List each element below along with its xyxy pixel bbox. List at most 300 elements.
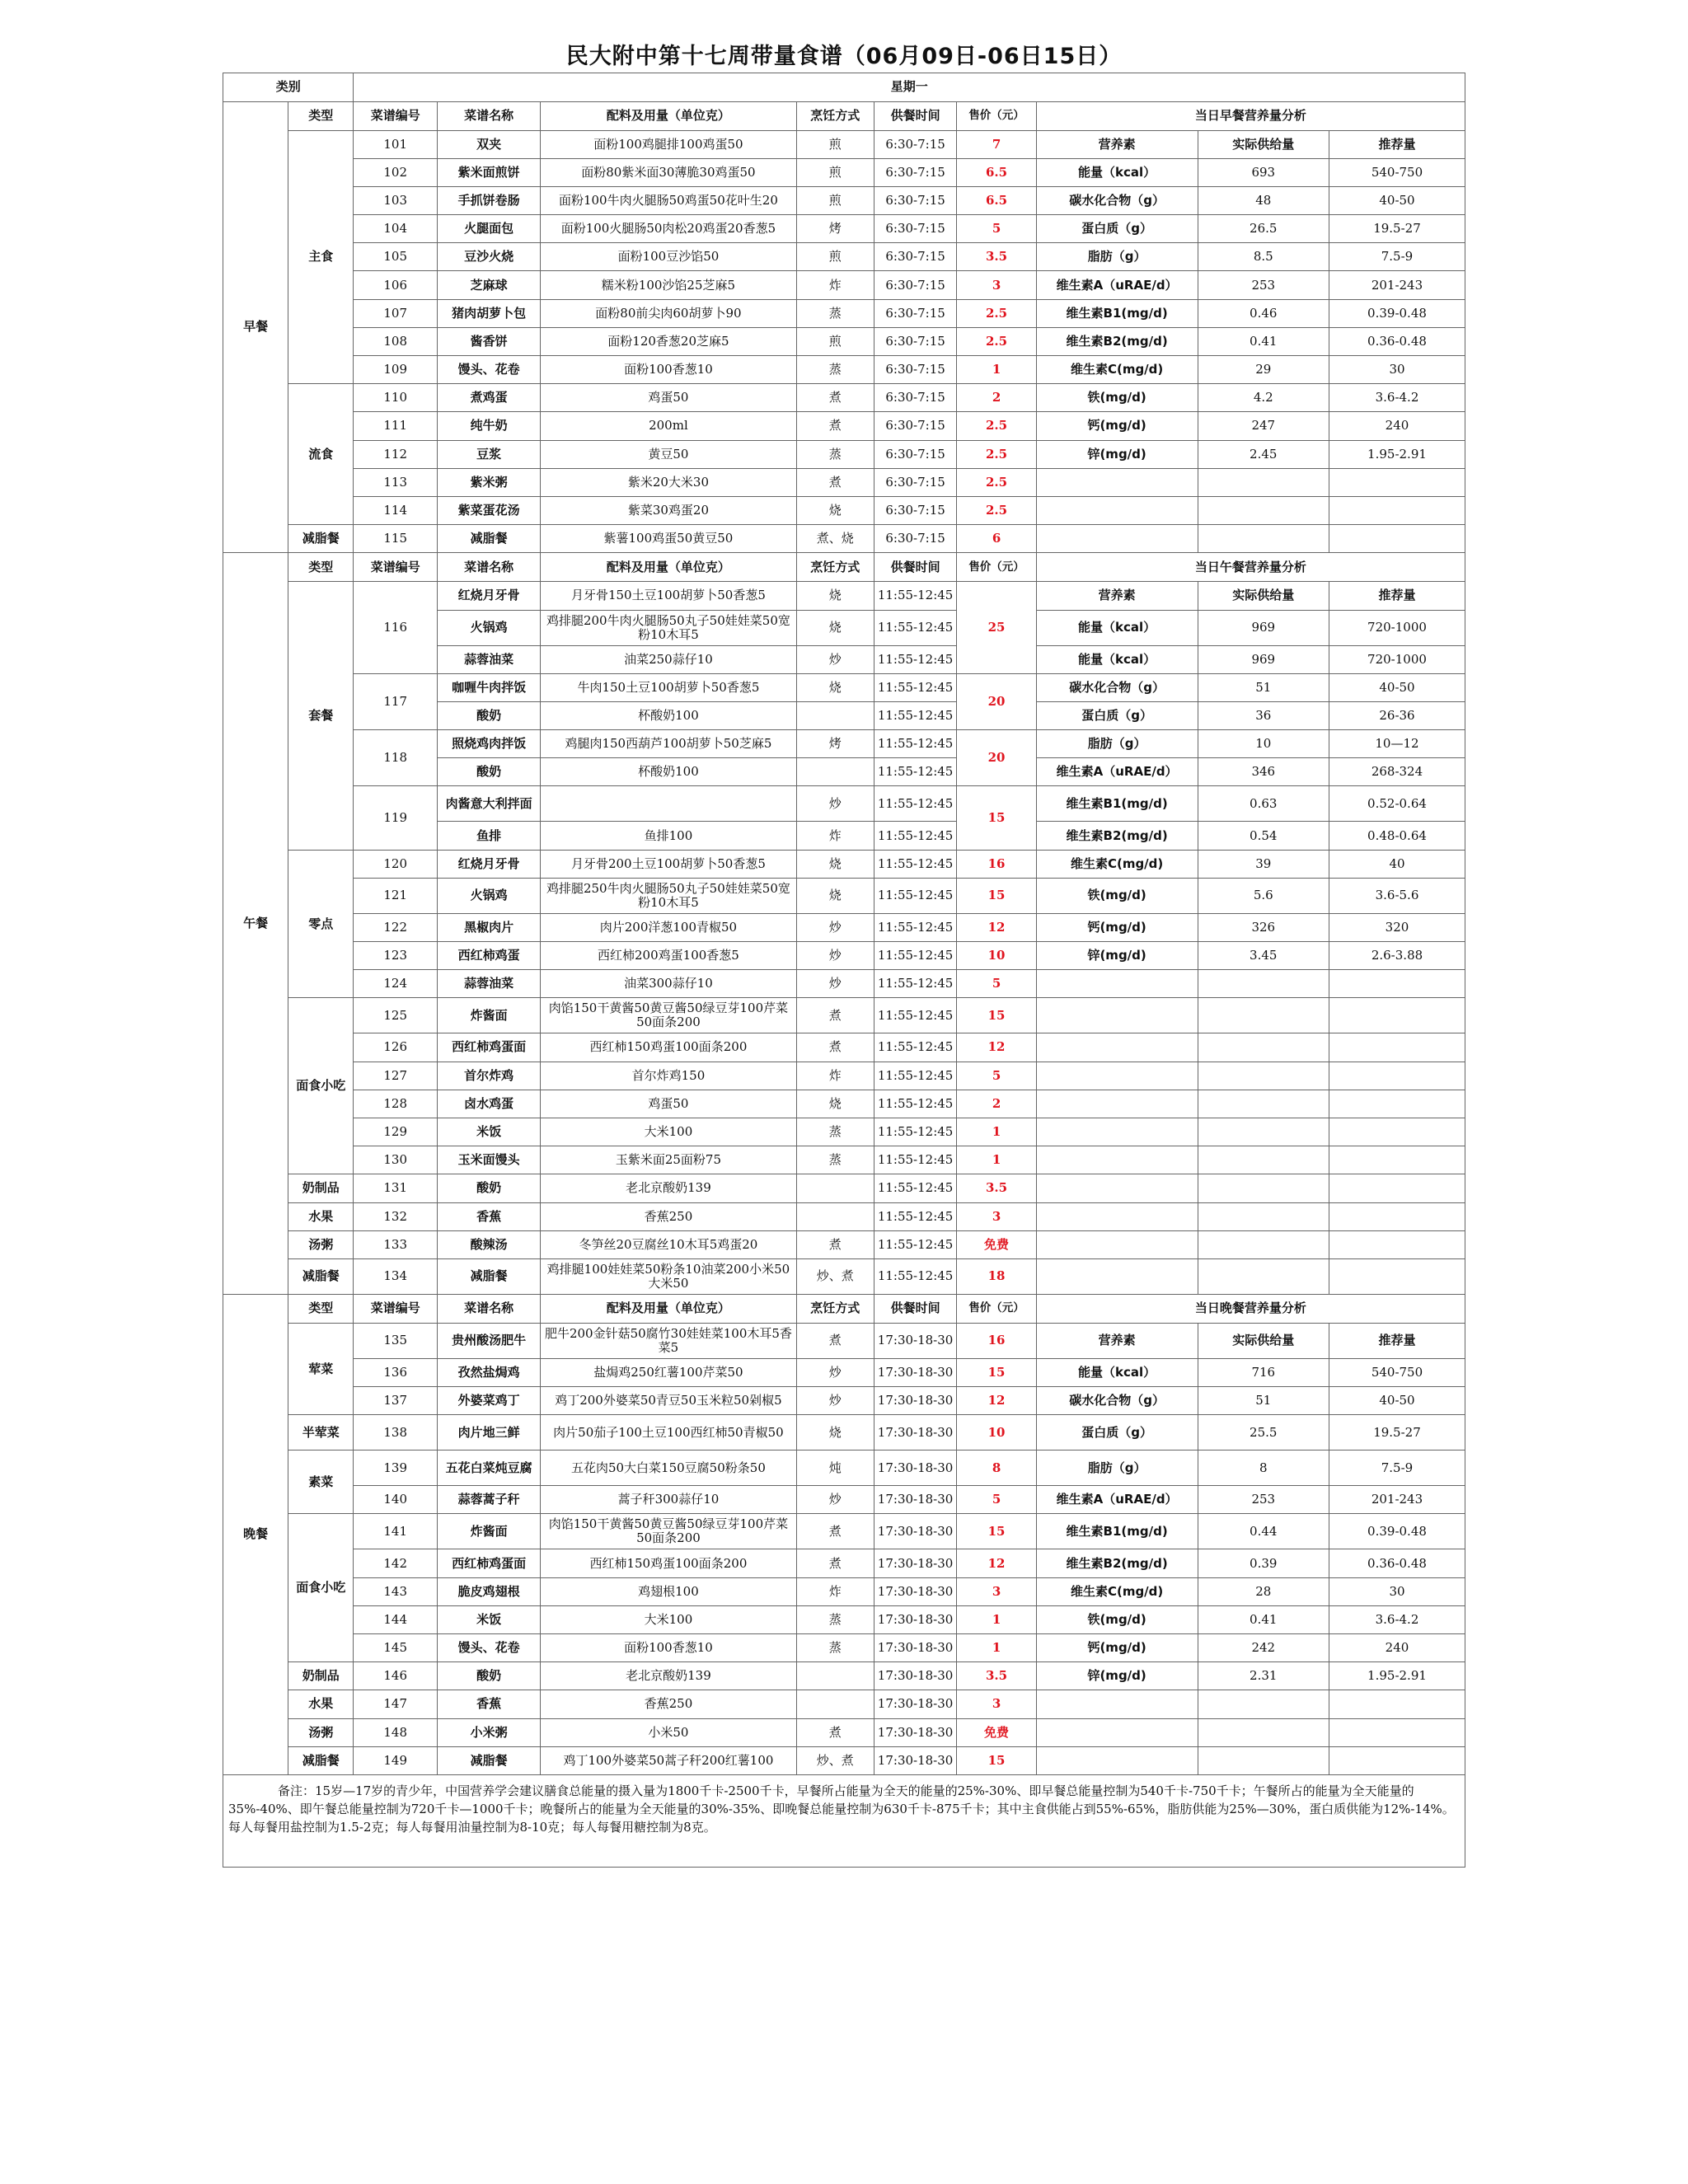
dish-name: 手抓饼卷肠	[438, 186, 541, 214]
nutrient-actual: 242	[1198, 1634, 1329, 1662]
column-header-price: 售价（元）	[957, 101, 1036, 130]
meal-label: 晚餐	[223, 1294, 288, 1774]
dish-name: 香蕉	[438, 1690, 541, 1718]
nutrient-actual: 247	[1198, 412, 1329, 440]
dish-price: 16	[957, 850, 1036, 878]
nutrition-empty-cell	[1329, 468, 1465, 496]
nutrient-recommended: 19.5-27	[1329, 1415, 1465, 1451]
column-header-code: 菜谱编号	[354, 553, 438, 582]
nutrition-empty-cell	[1329, 1202, 1465, 1230]
nutrition-empty-cell	[1036, 1118, 1198, 1146]
nutrient-name: 蛋白质（g）	[1036, 1415, 1198, 1451]
dish-code: 107	[354, 299, 438, 327]
serving-time: 17:30-18-30	[874, 1605, 957, 1633]
cooking-method: 烧	[796, 1090, 874, 1118]
dish-ingredients: 月牙骨150土豆100胡萝卜50香葱5	[541, 582, 796, 610]
nutrition-empty-cell	[1198, 1146, 1329, 1174]
cooking-method	[796, 1690, 874, 1718]
dish-code: 144	[354, 1605, 438, 1633]
dish-name: 炸酱面	[438, 998, 541, 1033]
serving-time: 6:30-7:15	[874, 356, 957, 384]
dish-ingredients: 鸡蛋50	[541, 384, 796, 412]
cooking-method: 炸	[796, 1577, 874, 1605]
serving-time: 11:55-12:45	[874, 673, 957, 701]
nutrient-actual: 716	[1198, 1358, 1329, 1386]
dish-price: 12	[957, 913, 1036, 941]
cooking-method: 烧	[796, 878, 874, 913]
dish-code: 139	[354, 1451, 438, 1486]
dish-ingredients: 鱼排100	[541, 822, 796, 850]
column-header-code: 菜谱编号	[354, 1294, 438, 1323]
dish-name: 减脂餐	[438, 525, 541, 553]
table-row	[223, 1634, 1465, 1662]
serving-time: 6:30-7:15	[874, 130, 957, 158]
dish-price: 2	[957, 1090, 1036, 1118]
table-row	[223, 1033, 1465, 1062]
nutrient-recommended: 3.6-4.2	[1329, 384, 1465, 412]
serving-time: 11:55-12:45	[874, 1033, 957, 1062]
dish-name: 脆皮鸡翅根	[438, 1577, 541, 1605]
table-row	[223, 1202, 1465, 1230]
nutrition-empty-cell	[1198, 970, 1329, 998]
dish-code: 116	[354, 582, 438, 673]
serving-time: 6:30-7:15	[874, 299, 957, 327]
nutrient-name: 锌(mg/d)	[1036, 440, 1198, 468]
nutrient-actual: 693	[1198, 158, 1329, 186]
nutrient-name: 维生素C(mg/d)	[1036, 850, 1198, 878]
table-row	[223, 1258, 1465, 1294]
nutrient-name: 维生素A（uRAE/d）	[1036, 271, 1198, 299]
dish-price: 3	[957, 271, 1036, 299]
nutrient-actual: 2.45	[1198, 440, 1329, 468]
dish-ingredients: 面粉80紫米面30薄脆30鸡蛋50	[541, 158, 796, 186]
nutrient-name: 能量（kcal）	[1036, 610, 1198, 645]
page-title: 民大附中第十七周带量食谱（06月09日-06日15日）	[565, 44, 1123, 69]
serving-time: 6:30-7:15	[874, 243, 957, 271]
table-row	[223, 1358, 1465, 1386]
serving-time: 11:55-12:45	[874, 998, 957, 1033]
nutrient-name: 钙(mg/d)	[1036, 1634, 1198, 1662]
cooking-method: 炒	[796, 645, 874, 673]
dish-name: 西红柿鸡蛋	[438, 942, 541, 970]
dish-ingredients: 杯酸奶100	[541, 701, 796, 729]
column-header-ingredients: 配料及用量（单位克）	[541, 1294, 796, 1323]
dish-ingredients: 首尔炸鸡150	[541, 1062, 796, 1090]
nutrient-actual: 26.5	[1198, 215, 1329, 243]
dish-ingredients: 鸡排腿100娃娃菜50粉条10油菜200小米50大米50	[541, 1258, 796, 1294]
nutrient-name: 钙(mg/d)	[1036, 412, 1198, 440]
cooking-method: 蒸	[796, 1146, 874, 1174]
dish-price: 10	[957, 1415, 1036, 1451]
table-row	[223, 1062, 1465, 1090]
serving-time: 6:30-7:15	[874, 440, 957, 468]
type-label: 水果	[288, 1690, 354, 1718]
dish-code: 101	[354, 130, 438, 158]
dish-name: 米饭	[438, 1118, 541, 1146]
column-header-time: 供餐时间	[874, 1294, 957, 1323]
serving-time: 11:55-12:45	[874, 1174, 957, 1202]
nutrient-recommended: 40-50	[1329, 1387, 1465, 1415]
nutrient-actual: 28	[1198, 1577, 1329, 1605]
serving-time: 11:55-12:45	[874, 970, 957, 998]
dish-name: 酸辣汤	[438, 1230, 541, 1258]
nutrient-recommended: 240	[1329, 1634, 1465, 1662]
nutrition-analysis-title: 当日晚餐营养量分析	[1036, 1294, 1465, 1323]
cooking-method: 炒	[796, 913, 874, 941]
dish-price: 15	[957, 786, 1036, 850]
dish-name: 火腿面包	[438, 215, 541, 243]
table-row	[223, 1387, 1465, 1415]
dish-ingredients: 肉片200洋葱100青椒50	[541, 913, 796, 941]
serving-time: 17:30-18-30	[874, 1514, 957, 1549]
serving-time: 6:30-7:15	[874, 496, 957, 524]
cooking-method: 煮、烧	[796, 525, 874, 553]
nutrition-empty-cell	[1036, 998, 1198, 1033]
table-row	[223, 970, 1465, 998]
nutrient-recommended: 0.39-0.48	[1329, 299, 1465, 327]
nutrient-recommended: 30	[1329, 1577, 1465, 1605]
nutrition-empty-cell	[1329, 970, 1465, 998]
nutrient-recommended: 0.36-0.48	[1329, 327, 1465, 355]
dish-code: 106	[354, 271, 438, 299]
nutrient-recommended: 7.5-9	[1329, 243, 1465, 271]
cooking-method: 炒	[796, 942, 874, 970]
dish-code: 118	[354, 730, 438, 786]
dish-name: 照烧鸡肉拌饭	[438, 730, 541, 758]
dish-ingredients: 鸡排腿200牛肉火腿肠50丸子50娃娃菜50宽粉10木耳5	[541, 610, 796, 645]
nutrient-recommended: 268-324	[1329, 758, 1465, 786]
nutrient-recommended: 10—12	[1329, 730, 1465, 758]
table-row	[223, 243, 1465, 271]
table-row	[223, 878, 1465, 913]
nutrition-empty-cell	[1036, 468, 1198, 496]
nutrient-name: 能量（kcal）	[1036, 645, 1198, 673]
nutrition-analysis-title: 当日午餐营养量分析	[1036, 553, 1465, 582]
nutrient-actual: 253	[1198, 1486, 1329, 1514]
table-row	[223, 327, 1465, 355]
dish-name: 减脂餐	[438, 1746, 541, 1774]
column-header-ingredients: 配料及用量（单位克）	[541, 553, 796, 582]
dish-ingredients: 西红柿150鸡蛋100面条200	[541, 1549, 796, 1577]
nutrient-recommended: 1.95-2.91	[1329, 1662, 1465, 1690]
dish-code: 148	[354, 1718, 438, 1746]
dish-ingredients: 老北京酸奶139	[541, 1174, 796, 1202]
dish-name: 红烧月牙骨	[438, 850, 541, 878]
nutrient-actual: 48	[1198, 186, 1329, 214]
type-label: 水果	[288, 1202, 354, 1230]
nutrition-header: 实际供给量	[1198, 1323, 1329, 1358]
nutrition-empty-cell	[1329, 1230, 1465, 1258]
dish-code: 147	[354, 1690, 438, 1718]
dish-ingredients: 小米50	[541, 1718, 796, 1746]
type-label: 套餐	[288, 582, 354, 850]
dish-code: 136	[354, 1358, 438, 1386]
type-label: 荤菜	[288, 1323, 354, 1414]
dish-ingredients: 面粉80前尖肉60胡萝卜90	[541, 299, 796, 327]
dish-ingredients: 肉馅150干黄酱50黄豆酱50绿豆芽100芹菜50面条200	[541, 1514, 796, 1549]
dish-name: 豆浆	[438, 440, 541, 468]
nutrition-empty-cell	[1036, 1174, 1198, 1202]
nutrition-empty-cell	[1036, 1230, 1198, 1258]
dish-price: 18	[957, 1258, 1036, 1294]
nutrition-empty-cell	[1198, 1202, 1329, 1230]
dish-name: 香蕉	[438, 1202, 541, 1230]
dish-ingredients: 老北京酸奶139	[541, 1662, 796, 1690]
dish-code: 137	[354, 1387, 438, 1415]
table-row	[223, 1514, 1465, 1549]
dish-ingredients: 鸡排腿250牛肉火腿肠50丸子50娃娃菜50宽粉10木耳5	[541, 878, 796, 913]
table-row	[223, 913, 1465, 941]
nutrient-name: 碳水化合物（g）	[1036, 1387, 1198, 1415]
table-row	[223, 1174, 1465, 1202]
serving-time: 11:55-12:45	[874, 1062, 957, 1090]
dish-ingredients: 鸡丁100外婆菜50蒿子秆200红薯100	[541, 1746, 796, 1774]
type-label: 流食	[288, 384, 354, 525]
dish-code: 112	[354, 440, 438, 468]
column-header-name: 菜谱名称	[438, 553, 541, 582]
nutrient-actual: 969	[1198, 610, 1329, 645]
cooking-method: 煮	[796, 412, 874, 440]
dish-code: 135	[354, 1323, 438, 1358]
type-label: 面食小吃	[288, 998, 354, 1174]
table-row	[223, 412, 1465, 440]
nutrient-actual: 4.2	[1198, 384, 1329, 412]
cooking-method: 炒、煮	[796, 1258, 874, 1294]
dish-ingredients: 面粉100火腿肠50肉松20鸡蛋20香葱5	[541, 215, 796, 243]
dish-price: 12	[957, 1033, 1036, 1062]
dish-ingredients: 油菜300蒜仔10	[541, 970, 796, 998]
nutrient-actual: 2.31	[1198, 1662, 1329, 1690]
table-row	[223, 384, 1465, 412]
dish-name: 蒜蓉油菜	[438, 970, 541, 998]
cooking-method: 煮	[796, 384, 874, 412]
nutrition-empty-cell	[1198, 496, 1329, 524]
dish-price: 6.5	[957, 158, 1036, 186]
cooking-method: 炒	[796, 1486, 874, 1514]
category-header: 类别	[223, 73, 354, 102]
dish-name: 肉酱意大利拌面	[438, 786, 541, 822]
dish-name: 酸奶	[438, 1174, 541, 1202]
dish-ingredients: 肉馅150干黄酱50黄豆酱50绿豆芽100芹菜50面条200	[541, 998, 796, 1033]
nutrition-empty-cell	[1036, 1258, 1198, 1294]
cooking-method: 煎	[796, 186, 874, 214]
dish-name: 紫菜蛋花汤	[438, 496, 541, 524]
table-row	[223, 1577, 1465, 1605]
nutrition-empty-cell	[1198, 468, 1329, 496]
nutrition-empty-cell	[1036, 496, 1198, 524]
nutrition-empty-cell	[1036, 970, 1198, 998]
cooking-method: 炒	[796, 970, 874, 998]
cooking-method: 烧	[796, 850, 874, 878]
type-label: 汤粥	[288, 1230, 354, 1258]
nutrient-actual: 326	[1198, 913, 1329, 941]
table-row	[223, 1605, 1465, 1633]
type-label: 面食小吃	[288, 1514, 354, 1662]
cooking-method: 蒸	[796, 1605, 874, 1633]
nutrient-name: 钙(mg/d)	[1036, 913, 1198, 941]
dish-price: 1	[957, 1146, 1036, 1174]
nutrient-actual: 969	[1198, 645, 1329, 673]
nutrient-name: 铁(mg/d)	[1036, 878, 1198, 913]
dish-code: 115	[354, 525, 438, 553]
serving-time: 6:30-7:15	[874, 384, 957, 412]
serving-time: 11:55-12:45	[874, 850, 957, 878]
dish-name: 米饭	[438, 1605, 541, 1633]
dish-ingredients: 面粉100香葱10	[541, 356, 796, 384]
nutrition-empty-cell	[1198, 1746, 1329, 1774]
serving-time: 17:30-18-30	[874, 1549, 957, 1577]
nutrient-actual: 3.45	[1198, 942, 1329, 970]
cooking-method: 蒸	[796, 299, 874, 327]
nutrition-empty-cell	[1198, 1258, 1329, 1294]
serving-time: 17:30-18-30	[874, 1690, 957, 1718]
nutrient-name: 维生素B2(mg/d)	[1036, 1549, 1198, 1577]
dish-ingredients: 紫薯100鸡蛋50黄豆50	[541, 525, 796, 553]
nutrient-name: 脂肪（g）	[1036, 243, 1198, 271]
nutrient-name: 维生素B2(mg/d)	[1036, 822, 1198, 850]
cooking-method: 煮	[796, 1230, 874, 1258]
table-row	[223, 553, 1465, 582]
cooking-method: 煮	[796, 998, 874, 1033]
nutrition-empty-cell	[1329, 1174, 1465, 1202]
dish-name: 馒头、花卷	[438, 1634, 541, 1662]
nutrition-empty-cell	[1198, 1062, 1329, 1090]
nutrient-recommended: 40-50	[1329, 186, 1465, 214]
dish-code: 128	[354, 1090, 438, 1118]
nutrition-analysis-title: 当日早餐营养量分析	[1036, 101, 1465, 130]
serving-time: 17:30-18-30	[874, 1451, 957, 1486]
table-row	[223, 130, 1465, 158]
nutrient-recommended: 540-750	[1329, 158, 1465, 186]
nutrient-name: 锌(mg/d)	[1036, 1662, 1198, 1690]
dish-code: 133	[354, 1230, 438, 1258]
dish-code: 130	[354, 1146, 438, 1174]
cooking-method: 煮	[796, 468, 874, 496]
dish-price: 10	[957, 942, 1036, 970]
dish-price: 3	[957, 1690, 1036, 1718]
nutrient-name: 脂肪（g）	[1036, 730, 1198, 758]
dish-ingredients: 盐焗鸡250红薯100芹菜50	[541, 1358, 796, 1386]
nutrition-empty-cell	[1036, 1746, 1198, 1774]
dish-code: 141	[354, 1514, 438, 1549]
table-row	[223, 271, 1465, 299]
column-header-time: 供餐时间	[874, 101, 957, 130]
dish-name: 芝麻球	[438, 271, 541, 299]
dish-ingredients: 面粉100鸡腿排100鸡蛋50	[541, 130, 796, 158]
dish-code: 109	[354, 356, 438, 384]
dish-code: 122	[354, 913, 438, 941]
dish-price: 3.5	[957, 1662, 1036, 1690]
table-row	[223, 1451, 1465, 1486]
cooking-method: 炒	[796, 786, 874, 822]
dish-price: 3	[957, 1202, 1036, 1230]
nutrition-empty-cell	[1329, 1718, 1465, 1746]
table-row	[223, 468, 1465, 496]
nutrient-recommended: 40	[1329, 850, 1465, 878]
nutrient-actual: 0.44	[1198, 1514, 1329, 1549]
column-header-type: 类型	[288, 1294, 354, 1323]
dish-price: 12	[957, 1549, 1036, 1577]
table-row	[223, 356, 1465, 384]
dish-price: 12	[957, 1387, 1036, 1415]
nutrition-empty-cell	[1198, 1118, 1329, 1146]
nutrient-actual: 346	[1198, 758, 1329, 786]
serving-time: 11:55-12:45	[874, 701, 957, 729]
nutrition-empty-cell	[1329, 998, 1465, 1033]
nutrition-empty-cell	[1036, 1090, 1198, 1118]
table-row	[223, 1718, 1465, 1746]
menu-table	[223, 73, 1465, 1868]
cooking-method	[796, 1662, 874, 1690]
dish-price: 3.5	[957, 1174, 1036, 1202]
nutrient-name: 维生素B2(mg/d)	[1036, 327, 1198, 355]
nutrition-empty-cell	[1198, 998, 1329, 1033]
cooking-method	[796, 1174, 874, 1202]
nutrition-header: 推荐量	[1329, 582, 1465, 610]
cooking-method: 煎	[796, 158, 874, 186]
dish-price: 免费	[957, 1718, 1036, 1746]
table-row	[223, 440, 1465, 468]
nutrition-empty-cell	[1329, 1090, 1465, 1118]
cooking-method: 烧	[796, 496, 874, 524]
nutrient-recommended: 19.5-27	[1329, 215, 1465, 243]
nutrient-actual: 39	[1198, 850, 1329, 878]
nutrient-recommended: 0.36-0.48	[1329, 1549, 1465, 1577]
nutrient-actual: 5.6	[1198, 878, 1329, 913]
column-header-method: 烹饪方式	[796, 553, 874, 582]
serving-time: 11:55-12:45	[874, 878, 957, 913]
dish-name: 咖喱牛肉拌饭	[438, 673, 541, 701]
nutrition-empty-cell	[1198, 1230, 1329, 1258]
dish-ingredients: 肉片50茄子100土豆100西红柿50青椒50	[541, 1415, 796, 1451]
serving-time: 6:30-7:15	[874, 186, 957, 214]
dish-ingredients: 蒿子秆300蒜仔10	[541, 1486, 796, 1514]
nutrient-recommended: 201-243	[1329, 1486, 1465, 1514]
dish-ingredients: 鸡蛋50	[541, 1090, 796, 1118]
table-row	[223, 496, 1465, 524]
dish-ingredients: 玉紫米面25面粉75	[541, 1146, 796, 1174]
serving-time: 11:55-12:45	[874, 1230, 957, 1258]
dish-name: 酸奶	[438, 701, 541, 729]
serving-time: 17:30-18-30	[874, 1358, 957, 1386]
dish-name: 肉片地三鲜	[438, 1415, 541, 1451]
dish-code: 108	[354, 327, 438, 355]
nutrient-name: 碳水化合物（g）	[1036, 186, 1198, 214]
dish-ingredients: 冬笋丝20豆腐丝10木耳5鸡蛋20	[541, 1230, 796, 1258]
dish-ingredients: 五花肉50大白菜150豆腐50粉条50	[541, 1451, 796, 1486]
nutrition-empty-cell	[1198, 1033, 1329, 1062]
dish-price: 20	[957, 730, 1036, 786]
table-row	[223, 786, 1465, 822]
nutrition-empty-cell	[1198, 1718, 1329, 1746]
nutrient-recommended: 720-1000	[1329, 645, 1465, 673]
table-row	[223, 998, 1465, 1033]
dish-code: 120	[354, 850, 438, 878]
dish-price: 1	[957, 1118, 1036, 1146]
serving-time: 6:30-7:15	[874, 215, 957, 243]
cooking-method: 炒、煮	[796, 1746, 874, 1774]
nutrition-empty-cell	[1329, 1746, 1465, 1774]
table-row	[223, 1690, 1465, 1718]
nutrient-name: 维生素C(mg/d)	[1036, 356, 1198, 384]
dish-code: 119	[354, 786, 438, 850]
dish-price: 2	[957, 384, 1036, 412]
dish-ingredients: 糯米粉100沙馅25芝麻5	[541, 271, 796, 299]
dish-code: 124	[354, 970, 438, 998]
serving-time: 17:30-18-30	[874, 1387, 957, 1415]
table-row	[223, 850, 1465, 878]
nutrition-header: 营养素	[1036, 130, 1198, 158]
